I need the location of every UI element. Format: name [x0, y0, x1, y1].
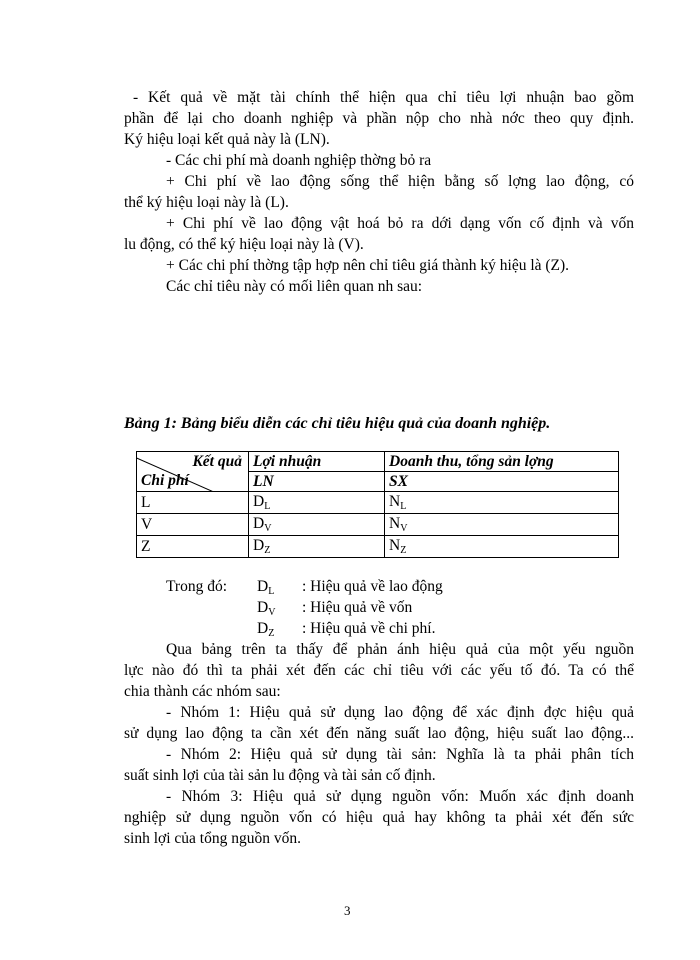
paragraph-line: - Nhóm 3: Hiệu quả sử dụng nguồn vốn: Muốn xác định doanh [166, 788, 634, 805]
profit-efficiency-cell: $D_Z$ [249, 536, 385, 558]
profit-efficiency-cell: $D_V$ [249, 514, 385, 536]
paragraph-line: - Nhóm 1: Hiệu quả sử dụng lao động để xác định đợc hiệu quả [166, 704, 634, 721]
paragraph-line: chia thành các nhóm sau: [124, 683, 281, 700]
paragraph-line: - Kết quả về mặt tài chính thể hiện qua chỉ tiêu lợi nhuận bao gồm [133, 89, 634, 106]
legend-symbol: $D_V$ [257, 599, 276, 618]
paragraph-line: Qua bảng trên ta thấy để phản ánh hiệu quả của một yếu nguồn [166, 641, 634, 658]
legend-intro: Trong đó: [166, 578, 228, 595]
table-corner-cell [137, 452, 249, 492]
paragraph-line: thể ký hiệu loại này là (L). [124, 194, 289, 211]
paragraph-line: + Chi phí về lao động sống thể hiện bằng số lợng lao động, có [166, 173, 634, 190]
paragraph-line: lu động, có thể ký hiệu loại này là (V). [124, 236, 364, 253]
paragraph-line: Ký hiệu loại kết quả này là (LN). [124, 131, 330, 148]
legend-description: : Hiệu quả về chi phí. [302, 620, 436, 637]
table-row [137, 492, 619, 514]
paragraph-line: suất sinh lợi của tài sản lu động và tài sản cố định. [124, 767, 436, 784]
row-label: V [137, 514, 249, 536]
table-row [137, 514, 619, 536]
row-label: L [137, 492, 249, 514]
paragraph-line: lực nào đó thì ta phải xét đến các chỉ tiêu với các yếu tố đó. Ta có thể [124, 662, 634, 679]
revenue-efficiency-cell: $N_V$ [385, 514, 619, 536]
revenue-efficiency-cell: $N_L$ [385, 492, 619, 514]
corner-result-label: Kết quả [192, 453, 242, 470]
revenue-efficiency-cell: $N_Z$ [385, 536, 619, 558]
efficiency-table [136, 451, 619, 558]
corner-cost-label: Chi phí [141, 472, 189, 489]
legend-description: : Hiệu quả về lao động [302, 578, 443, 595]
paragraph-line: - Nhóm 2: Hiệu quả sử dụng tài sản: Nghĩa là ta phải phân tích [166, 746, 634, 763]
paragraph-line: sinh lợi của tổng nguồn vốn. [124, 830, 301, 847]
paragraph-line: + Các chi phí thờng tập hợp nên chỉ tiêu giá thành ký hiệu là (Z). [166, 257, 570, 274]
col-profit-header: Lợi nhuận [249, 452, 385, 472]
legend-symbol: $D_Z$ [257, 620, 275, 639]
col-profit-symbol: LN [249, 472, 385, 492]
table-header-row [137, 452, 619, 472]
table-row [137, 536, 619, 558]
paragraph-line: nghiệp sử dụng nguồn vốn có hiệu quả hay không ta phải xét đến sức [124, 809, 634, 826]
row-label: Z [137, 536, 249, 558]
col-revenue-header: Doanh thu, tổng sản lợng [385, 452, 619, 472]
profit-efficiency-cell: $D_L$ [249, 492, 385, 514]
legend-description: : Hiệu quả về vốn [302, 599, 413, 616]
paragraph-line: Các chỉ tiêu này có mối liên quan nh sau: [166, 278, 423, 295]
paragraph-line: phần để lại cho doanh nghiệp và phần nộp cho nhà nớc theo quy định. [124, 110, 634, 127]
paragraph-line: - Các chi phí mà doanh nghiệp thờng bỏ ra [166, 152, 432, 169]
col-revenue-symbol: SX [385, 472, 619, 492]
legend-symbol: $D_L$ [257, 578, 275, 597]
table-caption: Bảng 1: Bảng biểu diễn các chỉ tiêu hiệu quả của doanh nghiệp. [124, 415, 551, 432]
paragraph-line: sử dụng lao động ta cần xét đến năng suất lao động, hiệu suất lao động... [124, 725, 634, 742]
paragraph-line: + Chi phí về lao động vật hoá bỏ ra dới dạng vốn cố định và vốn [166, 215, 634, 232]
page-number: 3 [344, 903, 351, 918]
